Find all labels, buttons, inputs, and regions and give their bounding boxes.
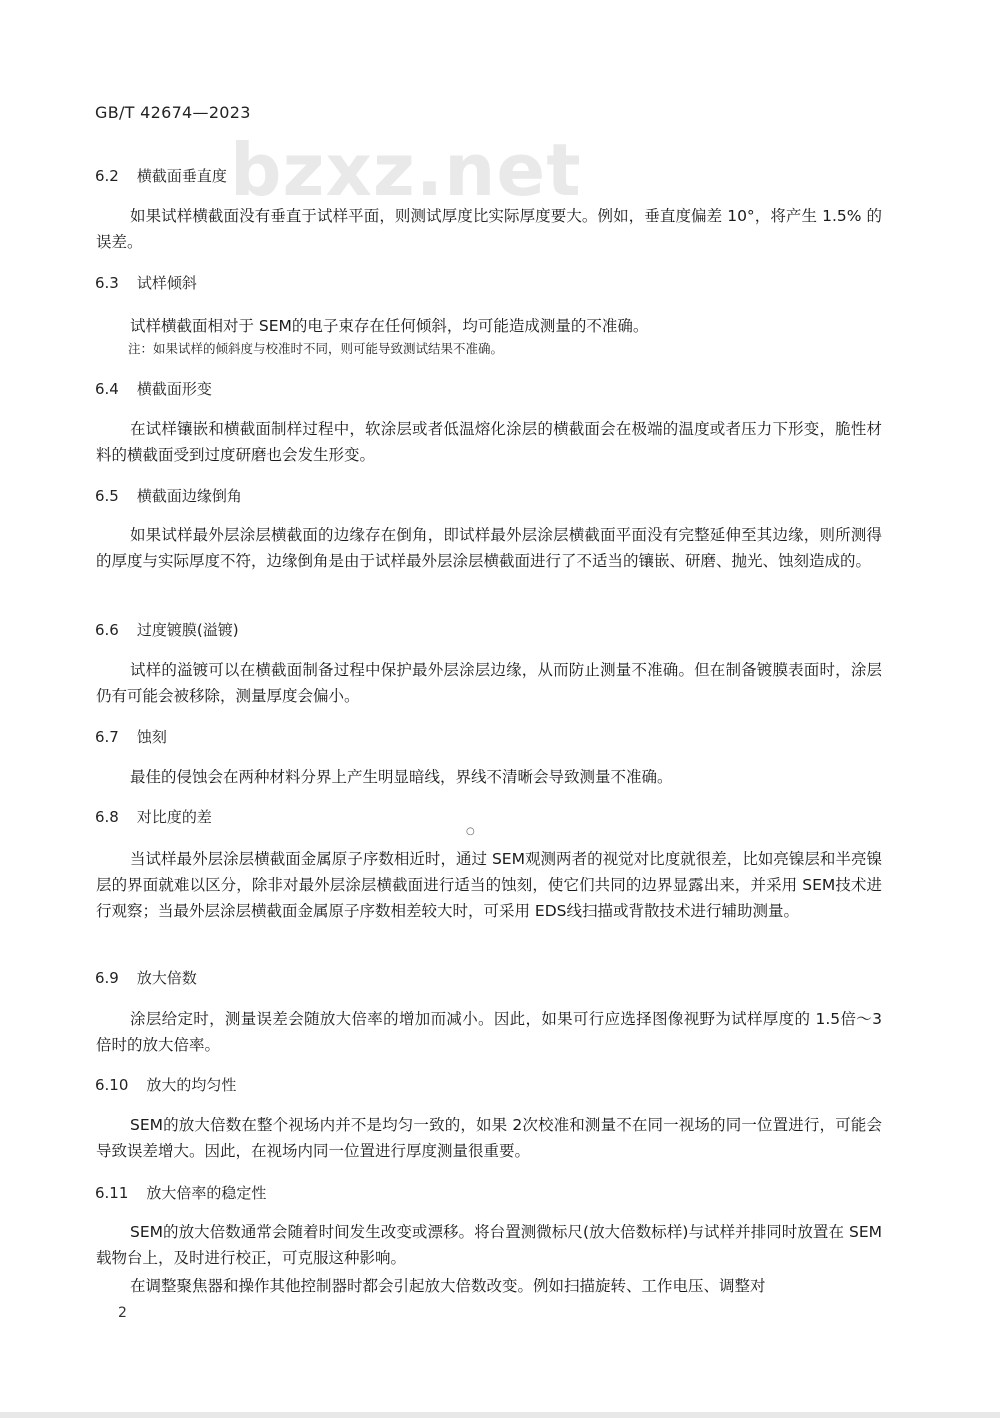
section-number: 6.11 bbox=[95, 1184, 129, 1202]
section-number: 6.5 bbox=[95, 487, 119, 505]
note: 注：如果试样的倾斜度与校准时不同，则可能导致测试结果不准确。 bbox=[128, 341, 504, 356]
paragraph: 如果试样最外层涂层横截面的边缘存在倒角，即试样最外层涂层横截面平面没有完整延伸至其边缘，则所测得的厚度与实际厚度不符，边缘倒角是由于试样最外层涂层横截面进行了不适当的镶嵌、研磨、抛光、蚀刻造成的。 bbox=[96, 526, 882, 570]
section-title: 试样倾斜 bbox=[136, 274, 197, 292]
page-number: 2 bbox=[118, 1305, 127, 1321]
standard-number-header: GB/T 42674—2023 bbox=[95, 103, 251, 122]
section-number: 6.7 bbox=[95, 728, 119, 746]
section-title: 蚀刻 bbox=[136, 728, 167, 746]
section-heading-6-11 bbox=[95, 1182, 266, 1203]
paragraph: 在调整聚焦器和操作其他控制器时都会引起放大倍数改变。例如扫描旋转、工作电压、调整对 bbox=[130, 1277, 766, 1295]
section-number: 6.3 bbox=[95, 274, 119, 292]
section-number: 6.10 bbox=[95, 1076, 129, 1094]
stray-mark: ○ bbox=[466, 826, 475, 837]
section-number: 6.2 bbox=[95, 167, 119, 185]
paragraph: 试样的溢镀可以在横截面制备过程中保护最外层涂层边缘，从而防止测量不准确。但在制备镀膜表面时，涂层仍有可能会被移除，测量厚度会偏小。 bbox=[96, 661, 882, 705]
section-title: 过度镀膜(溢镀) bbox=[136, 621, 239, 639]
section-title: 放大的均匀性 bbox=[146, 1076, 237, 1094]
paragraph: SEM的放大倍数通常会随着时间发生改变或漂移。将台置测微标尺(放大倍数标样)与试样并排同时放置在 SEM载物台上，及时进行校正，可克服这种影响。 bbox=[96, 1223, 882, 1267]
section-title: 放大倍数 bbox=[136, 969, 197, 987]
section-heading-6-3 bbox=[95, 272, 197, 293]
paragraph: 如果试样横截面没有垂直于试样平面，则测试厚度比实际厚度要大。例如，垂直度偏差 10°，将产生 1.5% 的误差。 bbox=[96, 207, 882, 251]
paragraph: 在试样镶嵌和横截面制样过程中，软涂层或者低温熔化涂层的横截面会在极端的温度或者压力下形变，脆性材料的横截面受到过度研磨也会发生形变。 bbox=[96, 420, 882, 464]
section-number: 6.4 bbox=[95, 380, 119, 398]
paragraph: 涂层给定时，测量误差会随放大倍率的增加而减小。因此，如果可行应选择图像视野为试样厚度的 1.5倍～3倍时的放大倍率。 bbox=[96, 1010, 882, 1054]
section-title: 对比度的差 bbox=[136, 808, 212, 826]
section-number: 6.8 bbox=[95, 808, 119, 826]
paragraph: 试样横截面相对于 SEM的电子束存在任何倾斜，均可能造成测量的不准确。 bbox=[130, 317, 649, 335]
section-title: 横截面边缘倒角 bbox=[136, 487, 242, 505]
section-heading-6-6 bbox=[95, 619, 239, 640]
paragraph: 最佳的侵蚀会在两种材料分界上产生明显暗线，界线不清晰会导致测量不准确。 bbox=[130, 768, 673, 786]
section-heading-6-8 bbox=[95, 806, 212, 827]
section-heading-6-10 bbox=[95, 1074, 236, 1095]
watermark: bzxz.net bbox=[230, 128, 582, 212]
section-number: 6.9 bbox=[95, 969, 119, 987]
paragraph: 当试样最外层涂层横截面金属原子序数相近时，通过 SEM观测两者的视觉对比度就很差，比如亮镍层和半亮镍层的界面就难以区分，除非对最外层涂层横截面进行适当的蚀刻，使它们共同的边界显露出来，并采用 SEM技术进行观察；当最外层涂层横截面金属原子序数相差较大时，可采用 EDS线扫描或背散技术进行辅助测量。 bbox=[96, 850, 882, 920]
section-heading-6-2 bbox=[95, 165, 227, 186]
section-heading-6-7 bbox=[95, 726, 167, 747]
section-title: 放大倍率的稳定性 bbox=[146, 1184, 267, 1202]
section-title: 横截面形变 bbox=[136, 380, 212, 398]
paragraph: SEM的放大倍数在整个视场内并不是均匀一致的，如果 2次校准和测量不在同一视场的同一位置进行，可能会导致误差增大。因此，在视场内同一位置进行厚度测量很重要。 bbox=[96, 1116, 882, 1160]
section-heading-6-9 bbox=[95, 967, 197, 988]
section-heading-6-4 bbox=[95, 378, 212, 399]
section-number: 6.6 bbox=[95, 621, 119, 639]
section-title: 横截面垂直度 bbox=[136, 167, 227, 185]
page-bottom-edge bbox=[0, 1412, 1000, 1418]
section-heading-6-5 bbox=[95, 485, 242, 506]
